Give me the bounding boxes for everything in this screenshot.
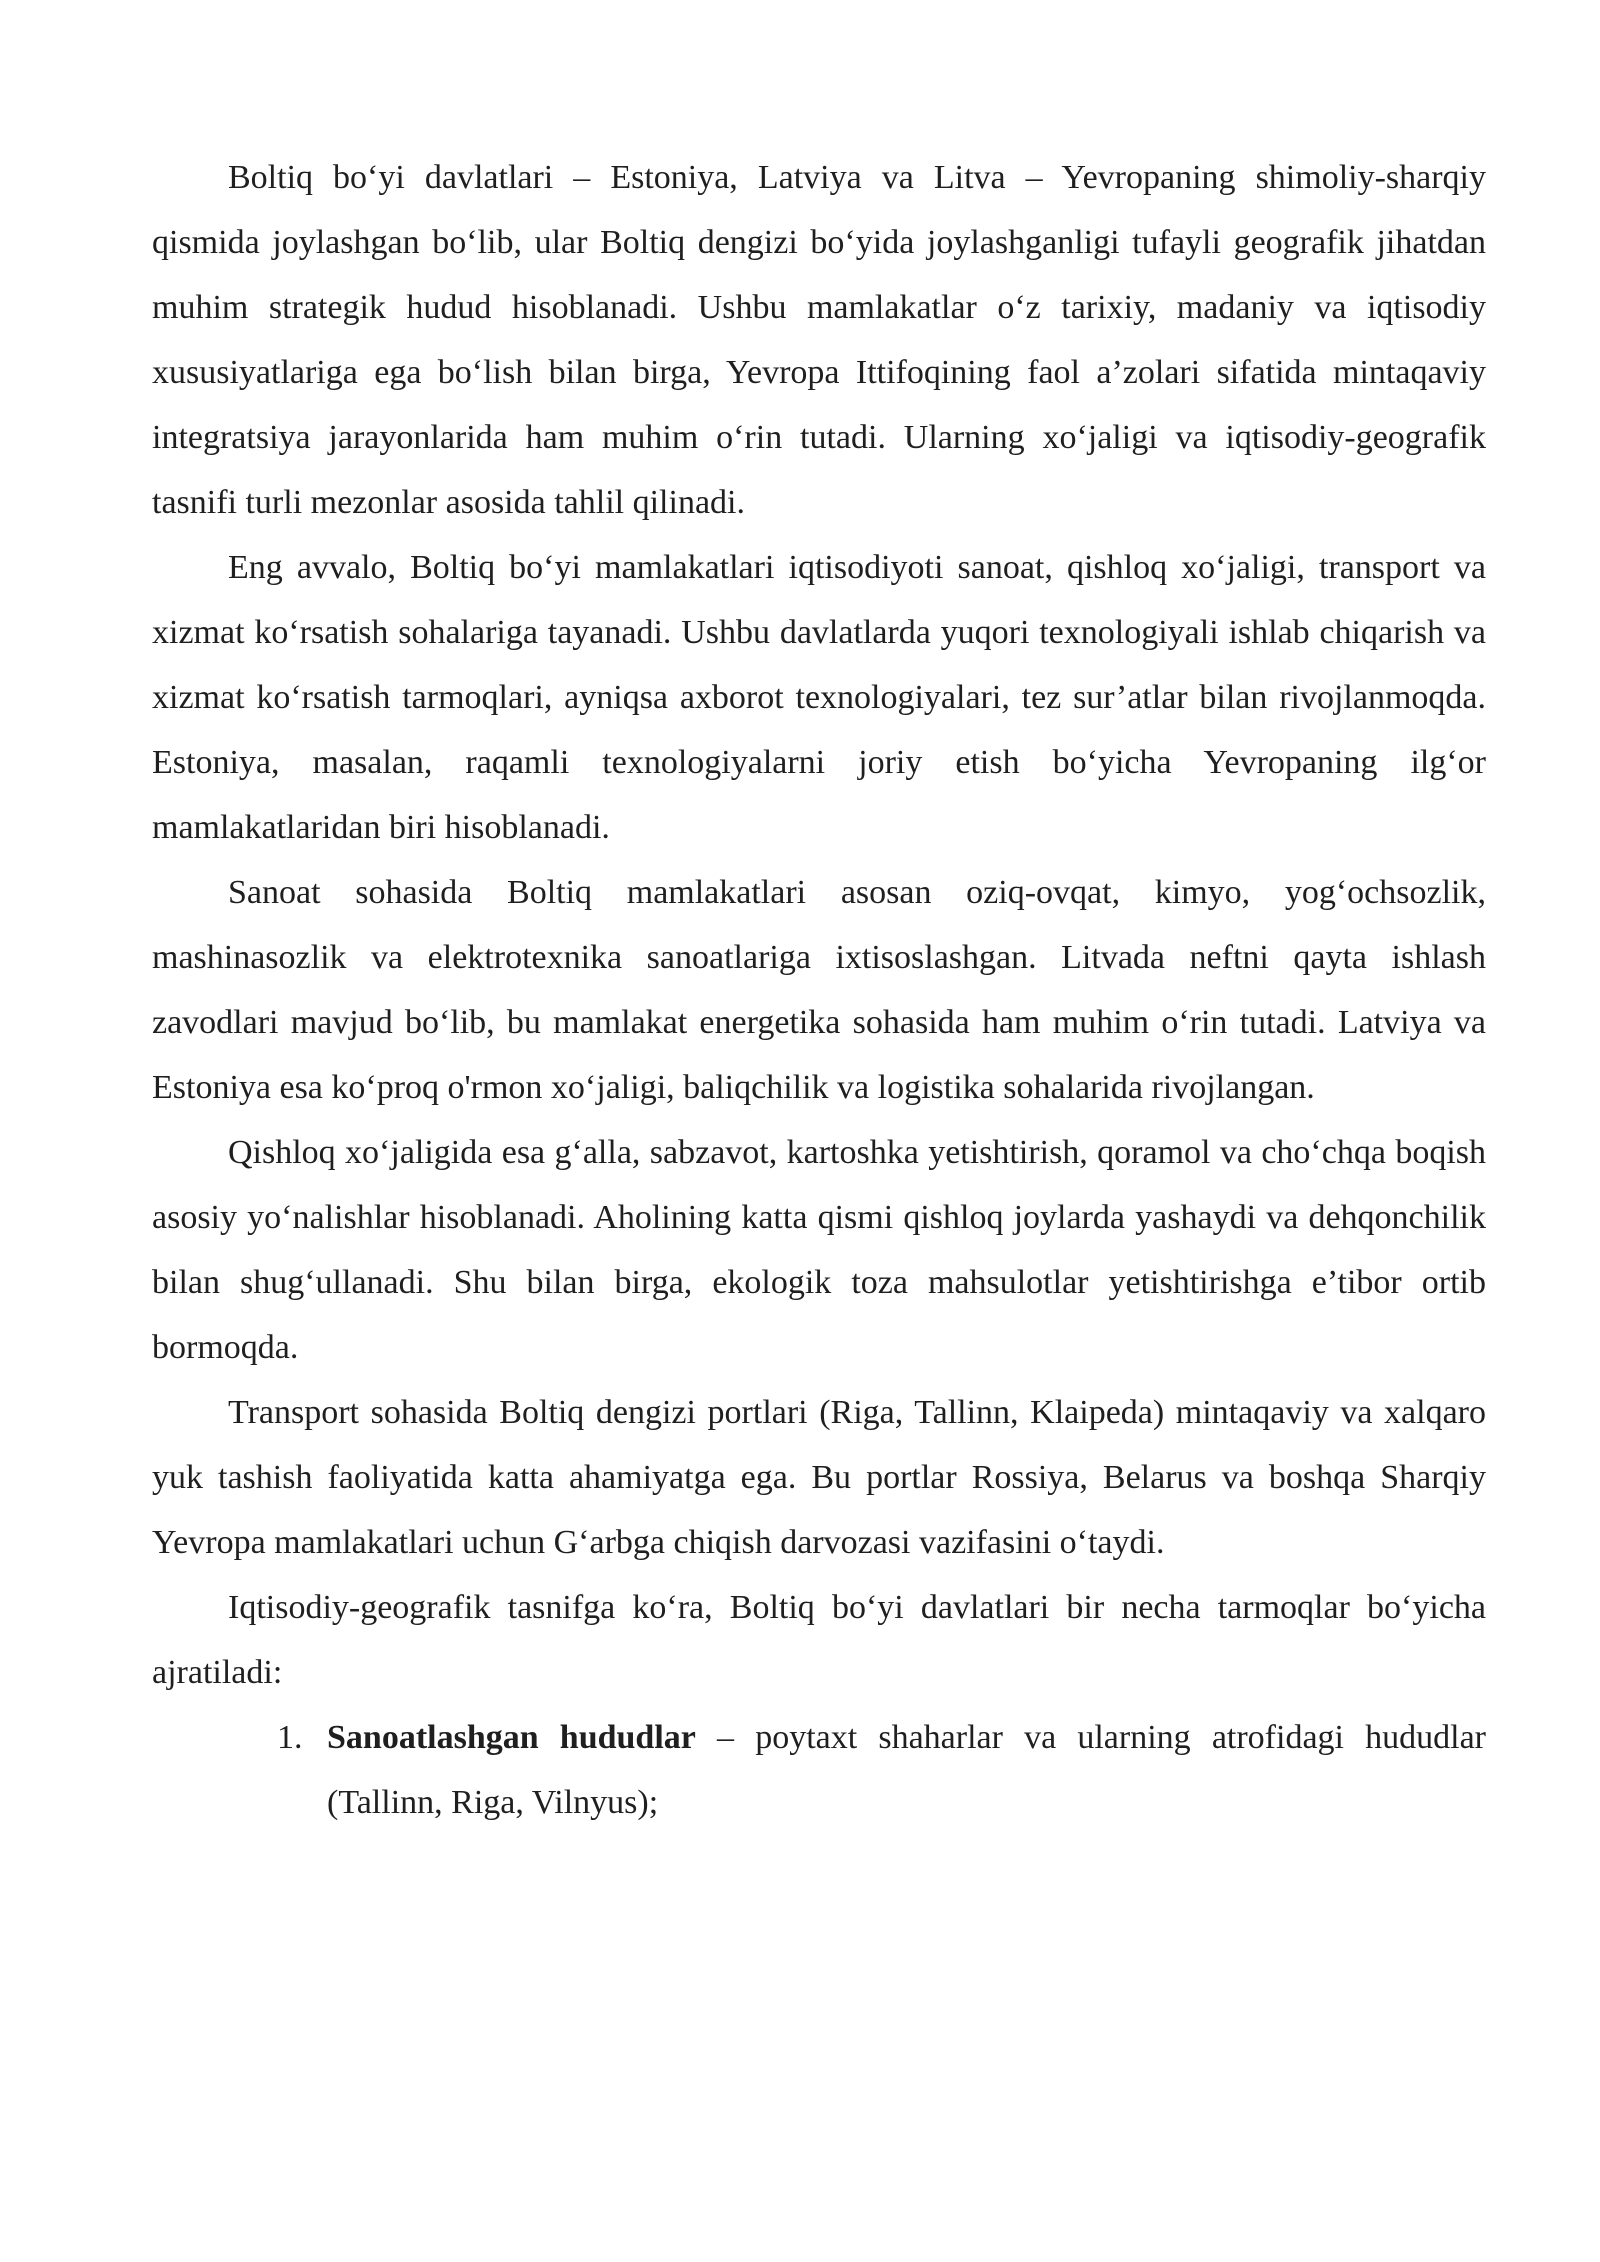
paragraph-transport: Transport sohasida Boltiq dengizi portlari (Riga, Tallinn, Klaipeda) mintaqaviy va xalqaro yuk tashish faoliyatida katta ahamiyatga ega. Bu portlar Rossiya, Belarus va boshqa Sharqiy Yevropa mamlakatlari uchun G‘arbga chiqish darvozasi vazifasini o‘taydi. <box>152 1394 1486 1561</box>
list-item-text: – poytaxt shaharlar va ularning atrofidagi hududlar (Tallinn, Riga, Vilnyus); <box>327 1719 1486 1821</box>
paragraph-industry: Sanoat sohasida Boltiq mamlakatlari asosan oziq-ovqat, kimyo, yog‘ochsozlik, mashinasozlik va elektrotexnika sanoatlariga ixtisoslashgan. Litvada neftni qayta ishlash zavodlari mavjud bo‘lib, bu mamlakat energetika sohasida ham muhim o‘rin tutadi. Latviya va Estoniya esa ko‘proq o'rmon xo‘jaligi, baliqchilik va logistika sohalarida rivojlangan. <box>152 874 1486 1106</box>
classification-list <box>152 1705 1486 1835</box>
paragraph-intro: Boltiq bo‘yi davlatlari – Estoniya, Latviya va Litva – Yevropaning shimoliy-sharqiy qismida joylashgan bo‘lib, ular Boltiq dengizi bo‘yida joylashganligi tufayli geografik jihatdan muhim strategik hudud hisoblanadi. Ushbu mamlakatlar o‘z tarixiy, madaniy va iqtisodiy xususiyatlariga ega bo‘lish bilan birga, Yevropa Ittifoqining faol a’zolari sifatida mintaqaviy integratsiya jarayonlarida ham muhim o‘rin tutadi. Ularning xo‘jaligi va iqtisodiy-geografik tasnifi turli mezonlar asosida tahlil qilinadi. <box>152 159 1486 521</box>
paragraph-economy: Eng avvalo, Boltiq bo‘yi mamlakatlari iqtisodiyoti sanoat, qishloq xo‘jaligi, transport va xizmat ko‘rsatish sohalariga tayanadi. Ushbu davlatlarda yuqori texnologiyali ishlab chiqarish va xizmat ko‘rsatish tarmoqlari, ayniqsa axborot texnologiyalari, tez sur’atlar bilan rivojlanmoqda. Estoniya, masalan, raqamli texnologiyalarni joriy etish bo‘yicha Yevropaning ilg‘or mamlakatlaridan biri hisoblanadi. <box>152 549 1486 846</box>
list-item <box>277 1705 1486 1835</box>
paragraph-classification: Iqtisodiy-geografik tasnifga ko‘ra, Boltiq bo‘yi davlatlari bir necha tarmoqlar bo‘yicha ajratiladi: <box>152 1589 1486 1691</box>
paragraph-agriculture: Qishloq xo‘jaligida esa g‘alla, sabzavot, kartoshka yetishtirish, qoramol va cho‘chqa boqish asosiy yo‘nalishlar hisoblanadi. Aholining katta qismi qishloq joylarda yashaydi va dehqonchilik bilan shug‘ullanadi. Shu bilan birga, ekologik toza mahsulotlar yetishtirishga e’tibor ortib bormoqda. <box>152 1134 1486 1366</box>
list-item-number: 1. <box>277 1719 303 1756</box>
list-item-term: Sanoatlashgan hududlar <box>327 1719 696 1756</box>
